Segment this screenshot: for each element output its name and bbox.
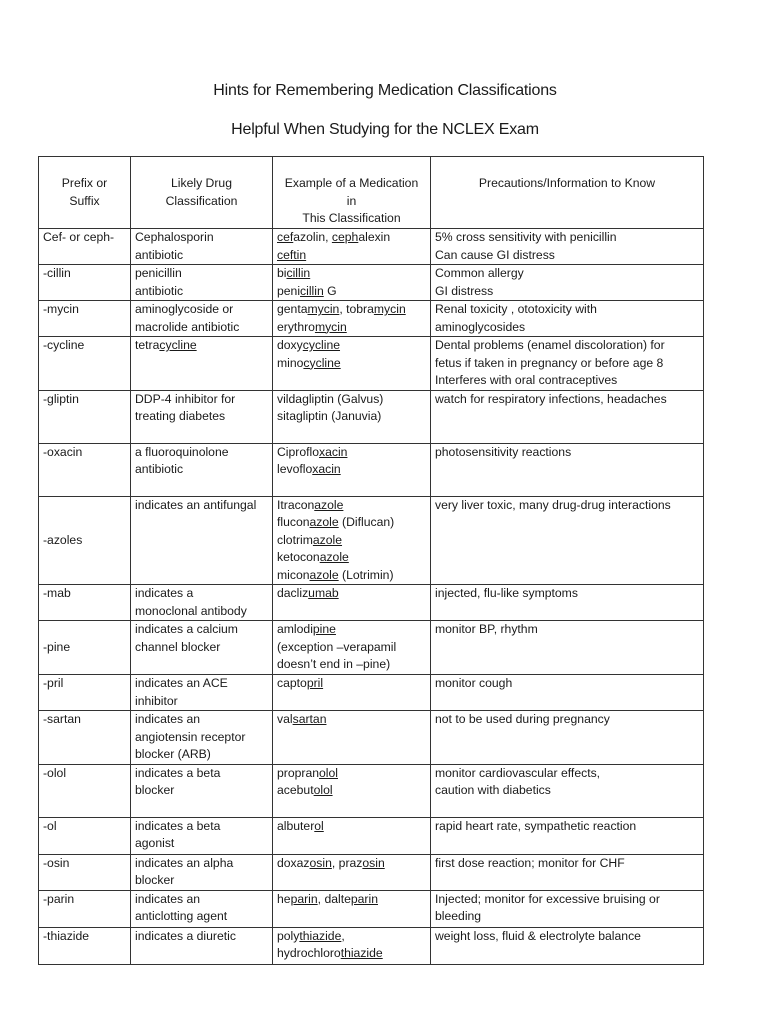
underlined-stem: cycline: [302, 338, 341, 352]
cell-classification: [131, 675, 273, 711]
header-prefix: [39, 157, 131, 229]
cell-precautions: [431, 337, 704, 391]
example-line: [277, 928, 426, 946]
cell-classification: [131, 337, 273, 391]
underlined-stem: pril: [306, 676, 324, 690]
cell-classification: [131, 443, 273, 496]
cell-classification: [131, 229, 273, 265]
cell-example: [273, 854, 431, 890]
table-row: [39, 337, 704, 391]
classification-line: agonist: [135, 836, 175, 850]
underlined-stem: osin: [309, 855, 332, 870]
classification-line: indicates a: [135, 586, 194, 600]
cell-classification: [131, 621, 273, 675]
classification-line: indicates a beta: [135, 818, 221, 833]
prefix-text: -cillin: [43, 266, 71, 280]
cell-example: [273, 229, 431, 265]
example-line: [277, 514, 426, 532]
classification-line: indicates an: [135, 891, 201, 906]
example-line: [277, 408, 426, 426]
classification-line: inhibitor: [135, 693, 178, 708]
cell-example: [273, 711, 431, 765]
cell-precautions: [431, 764, 704, 817]
underlined-stem: azole: [312, 532, 343, 547]
header-class: [131, 157, 273, 229]
precaution-line: not to be used during pregnancy: [435, 712, 610, 726]
underlined-stem: parin: [350, 891, 378, 906]
text-segment: tetra: [135, 338, 160, 352]
cell-example: [273, 817, 431, 854]
cell-prefix: [39, 443, 131, 496]
classification-line: [135, 337, 268, 355]
underlined-stem: cef: [277, 230, 294, 244]
cell-classification: [131, 927, 273, 964]
example-line: [277, 855, 426, 873]
table-row: [39, 443, 704, 496]
text-segment: Itracon: [277, 497, 315, 512]
cell-prefix: [39, 229, 131, 265]
cell-precautions: [431, 854, 704, 890]
precaution-line: rapid heart rate, sympathetic reaction: [435, 818, 637, 833]
underlined-stem: cycline: [303, 355, 341, 370]
cell-prefix: [39, 337, 131, 391]
table-row: [39, 621, 704, 675]
text-segment: azolin,: [293, 230, 332, 244]
example-line: [277, 945, 426, 963]
underlined-stem: azole: [319, 550, 349, 564]
precaution-line: aminoglycosides: [435, 319, 526, 334]
classification-line: indicates an ACE: [135, 676, 228, 690]
precaution-line: Renal toxicity , ototoxicity with: [435, 302, 597, 316]
precaution-line: first dose reaction; monitor for CHF: [435, 855, 625, 870]
example-line: [277, 782, 426, 800]
underlined-stem: ceftin: [277, 247, 307, 262]
text-segment: , tobra: [339, 302, 374, 316]
cell-prefix: [39, 675, 131, 711]
prefix-text: -gliptin: [43, 391, 79, 406]
underlined-stem: ceph: [331, 230, 359, 244]
example-line: [277, 711, 426, 729]
cell-prefix: [39, 390, 131, 443]
example-line: [277, 391, 426, 409]
cell-classification: [131, 301, 273, 337]
text-segment: Ciproflo: [277, 444, 319, 459]
classification-line: a fluoroquinolone: [135, 444, 229, 459]
example-line: [277, 355, 426, 373]
text-segment: poly: [277, 928, 300, 943]
precaution-line: Dental problems (enamel discoloration) for: [435, 338, 665, 352]
classification-line: antibiotic: [135, 247, 184, 262]
cell-classification: [131, 854, 273, 890]
classification-line: indicates a calcium: [135, 622, 238, 636]
underlined-stem: olol: [319, 765, 338, 780]
cell-precautions: [431, 927, 704, 964]
cell-precautions: [431, 621, 704, 675]
underlined-stem: mycin: [373, 302, 406, 316]
text-segment: vildagliptin (Galvus): [277, 391, 384, 406]
underlined-stem: sartan: [292, 712, 327, 726]
medication-table: [38, 156, 704, 965]
cell-precautions: [431, 301, 704, 337]
cell-precautions: [431, 585, 704, 621]
table-row: [39, 927, 704, 964]
example-line: [277, 283, 426, 301]
cell-prefix: [39, 927, 131, 964]
underlined-stem: thiazide: [340, 946, 383, 960]
table-row: [39, 496, 704, 585]
precaution-line: caution with diabetics: [435, 783, 551, 797]
underlined-stem: xacin: [319, 444, 348, 459]
header-class-line: Likely Drug: [171, 176, 232, 190]
cell-example: [273, 585, 431, 621]
underlined-stem: azole: [314, 497, 344, 512]
text-segment: doesn’t end in –pine): [277, 657, 391, 671]
precaution-line: Common allergy: [435, 266, 524, 280]
underlined-stem: mycin: [314, 319, 347, 334]
cell-precautions: [431, 675, 704, 711]
text-segment: peni: [277, 283, 301, 298]
cell-example: [273, 390, 431, 443]
example-line: [277, 301, 426, 319]
header-prefix-line: Prefix or: [61, 176, 108, 190]
cell-precautions: [431, 817, 704, 854]
cell-precautions: [431, 390, 704, 443]
underlined-stem: cycline: [159, 338, 197, 352]
cell-classification: [131, 817, 273, 854]
precaution-line: Can cause GI distress: [435, 247, 555, 262]
cell-example: [273, 443, 431, 496]
table-row: [39, 301, 704, 337]
text-segment: micon: [277, 567, 310, 582]
cell-prefix: [39, 301, 131, 337]
underlined-stem: parin: [290, 891, 318, 906]
table-row: [39, 890, 704, 927]
text-segment: val: [277, 712, 293, 726]
underlined-stem: pine: [312, 622, 336, 636]
classification-line: antibiotic: [135, 283, 184, 298]
example-line: [277, 337, 426, 355]
table-row: [39, 585, 704, 621]
example-line: [277, 549, 426, 567]
text-segment: ketocon: [277, 550, 320, 564]
example-line: [277, 639, 426, 657]
cell-classification: [131, 496, 273, 585]
precaution-line: GI distress: [435, 283, 494, 298]
classification-line: Cephalosporin: [135, 230, 214, 244]
cell-classification: [131, 265, 273, 301]
text-segment: dacliz: [277, 586, 309, 600]
header-class-line: Classification: [165, 193, 238, 208]
cell-prefix: [39, 585, 131, 621]
cell-example: [273, 496, 431, 585]
text-segment: (Lotrimin): [338, 567, 394, 582]
text-segment: hydrochloro: [277, 946, 341, 960]
table-row: [39, 265, 704, 301]
classification-line: macrolide antibiotic: [135, 319, 240, 334]
cell-example: [273, 764, 431, 817]
cell-precautions: [431, 711, 704, 765]
header-prefix-line: Suffix: [69, 193, 100, 208]
text-segment: capto: [277, 676, 307, 690]
classification-line: indicates an alpha: [135, 855, 234, 870]
text-segment: doxaz: [277, 855, 310, 870]
example-line: [277, 818, 426, 836]
classification-line: antibiotic: [135, 462, 184, 476]
cell-example: [273, 890, 431, 927]
text-segment: he: [277, 891, 291, 906]
cell-prefix: [39, 496, 131, 585]
example-line: [277, 265, 426, 283]
cell-precautions: [431, 229, 704, 265]
example-line: [277, 444, 426, 462]
table-header-row: [39, 157, 704, 229]
classification-line: aminoglycoside or: [135, 302, 234, 316]
precaution-line: 5% cross sensitivity with penicillin: [435, 230, 617, 244]
classification-line: anticlotting agent: [135, 909, 228, 923]
header-example-line: Example of a Medication: [284, 176, 419, 190]
precaution-line: Injected; monitor for excessive bruising or: [435, 891, 660, 906]
table-row: [39, 817, 704, 854]
example-line: [277, 891, 426, 909]
prefix-text: -azoles: [43, 532, 83, 547]
text-segment: bi: [277, 266, 287, 280]
underlined-stem: ol: [314, 818, 324, 833]
classification-line: indicates an antifungal: [135, 497, 257, 512]
cell-precautions: [431, 496, 704, 585]
text-segment: acebut: [277, 783, 314, 797]
page-subtitle: Helpful When Studying for the NCLEX Exam: [231, 121, 539, 138]
cell-example: [273, 675, 431, 711]
header-precautions: [431, 157, 704, 229]
cell-precautions: [431, 443, 704, 496]
cell-classification: [131, 764, 273, 817]
prefix-text: -sartan: [43, 712, 81, 726]
classification-line: penicillin: [135, 266, 182, 280]
table-row: [39, 229, 704, 265]
text-segment: G: [323, 283, 337, 298]
prefix-text: Cef- or ceph-: [43, 230, 115, 244]
cell-prefix: [39, 854, 131, 890]
cell-classification: [131, 890, 273, 927]
text-segment: amlodi: [277, 622, 313, 636]
precaution-line: monitor cardiovascular effects,: [435, 765, 601, 780]
underlined-stem: cillin: [300, 283, 324, 298]
text-segment: clotrim: [277, 532, 313, 547]
table-row: [39, 675, 704, 711]
text-segment: genta: [277, 302, 308, 316]
example-line: [277, 532, 426, 550]
cell-example: [273, 927, 431, 964]
prefix-text: -pine: [43, 639, 71, 654]
page-title: Hints for Remembering Medication Classifications: [213, 82, 557, 99]
example-line: [277, 497, 426, 515]
precaution-line: monitor cough: [435, 676, 513, 690]
cell-example: [273, 621, 431, 675]
cell-precautions: [431, 890, 704, 927]
classification-line: blocker: [135, 873, 175, 887]
table-row: [39, 764, 704, 817]
cell-prefix: [39, 764, 131, 817]
underlined-stem: cillin: [286, 266, 311, 280]
example-line: [277, 656, 426, 674]
prefix-text: -mycin: [43, 302, 79, 316]
text-segment: propran: [277, 765, 320, 780]
precaution-line: Interferes with oral contraceptives: [435, 373, 618, 387]
text-segment: , dalte: [317, 891, 351, 906]
example-line: [277, 567, 426, 585]
precaution-line: weight loss, fluid & electrolyte balance: [435, 928, 641, 943]
underlined-stem: osin: [362, 855, 385, 870]
classification-line: angiotensin receptor: [135, 729, 246, 744]
classification-line: blocker (ARB): [135, 747, 211, 761]
example-line: [277, 585, 426, 603]
cell-prefix: [39, 621, 131, 675]
classification-line: indicates a beta: [135, 765, 221, 780]
header-example-line: This Classification: [302, 211, 401, 225]
example-line: [277, 621, 426, 639]
cell-classification: [131, 711, 273, 765]
cell-prefix: [39, 817, 131, 854]
prefix-text: -osin: [43, 855, 70, 870]
prefix-text: -oxacin: [43, 444, 83, 459]
prefix-text: -olol: [43, 765, 67, 780]
table-row: [39, 390, 704, 443]
example-line: [277, 319, 426, 337]
cell-prefix: [39, 890, 131, 927]
text-segment: , praz: [331, 855, 363, 870]
text-segment: sitagliptin (Januvia): [277, 409, 382, 423]
underlined-stem: mycin: [307, 302, 340, 316]
prefix-text: -parin: [43, 891, 75, 906]
text-segment: alexin: [358, 230, 391, 244]
table-row: [39, 711, 704, 765]
table-body: [39, 229, 704, 965]
underlined-stem: olol: [313, 783, 333, 797]
cell-precautions: [431, 265, 704, 301]
text-segment: (exception –verapamil: [277, 639, 397, 654]
prefix-text: -cycline: [43, 338, 85, 352]
example-line: [277, 765, 426, 783]
cell-prefix: [39, 711, 131, 765]
text-segment: ,: [341, 928, 345, 943]
precaution-line: injected, flu-like symptoms: [435, 586, 578, 600]
precaution-line: monitor BP, rhythm: [435, 622, 538, 636]
text-segment: mino: [277, 355, 304, 370]
prefix-text: -ol: [43, 818, 57, 833]
text-segment: albuter: [277, 818, 315, 833]
text-segment: doxy: [277, 338, 303, 352]
precaution-line: watch for respiratory infections, headaches: [435, 391, 667, 406]
example-line: [277, 247, 426, 265]
text-segment: levoflo: [277, 462, 313, 476]
prefix-text: -mab: [43, 586, 71, 600]
classification-line: DDP-4 inhibitor for: [135, 391, 236, 406]
cell-example: [273, 265, 431, 301]
classification-line: treating diabetes: [135, 409, 226, 423]
underlined-stem: xacin: [312, 462, 341, 476]
precaution-line: photosensitivity reactions: [435, 444, 572, 459]
classification-line: blocker: [135, 783, 175, 797]
underlined-stem: umab: [308, 586, 339, 600]
example-line: [277, 229, 426, 247]
classification-line: indicates an: [135, 712, 201, 726]
prefix-text: -thiazide: [43, 928, 90, 943]
precaution-line: fetus if taken in pregnancy or before age 8: [435, 355, 664, 370]
header-example: [273, 157, 431, 229]
text-segment: erythro: [277, 319, 315, 334]
header-example-line: in: [346, 193, 357, 208]
prefix-text: -pril: [43, 676, 64, 690]
precaution-line: very liver toxic, many drug-drug interactions: [435, 497, 671, 512]
cell-classification: [131, 390, 273, 443]
underlined-stem: thiazide: [299, 928, 342, 943]
cell-example: [273, 301, 431, 337]
text-segment: flucon: [277, 515, 310, 529]
example-line: [277, 461, 426, 479]
classification-line: channel blocker: [135, 639, 221, 654]
header-precautions-line: Precautions/Information to Know: [478, 176, 656, 190]
text-segment: (Diflucan): [338, 515, 395, 529]
classification-line: indicates a diuretic: [135, 928, 236, 943]
precaution-line: bleeding: [435, 909, 482, 923]
underlined-stem: azole: [309, 515, 339, 529]
cell-example: [273, 337, 431, 391]
underlined-stem: azole: [309, 567, 339, 582]
example-line: [277, 675, 426, 693]
table-row: [39, 854, 704, 890]
cell-classification: [131, 585, 273, 621]
cell-prefix: [39, 265, 131, 301]
classification-line: monoclonal antibody: [135, 603, 247, 618]
